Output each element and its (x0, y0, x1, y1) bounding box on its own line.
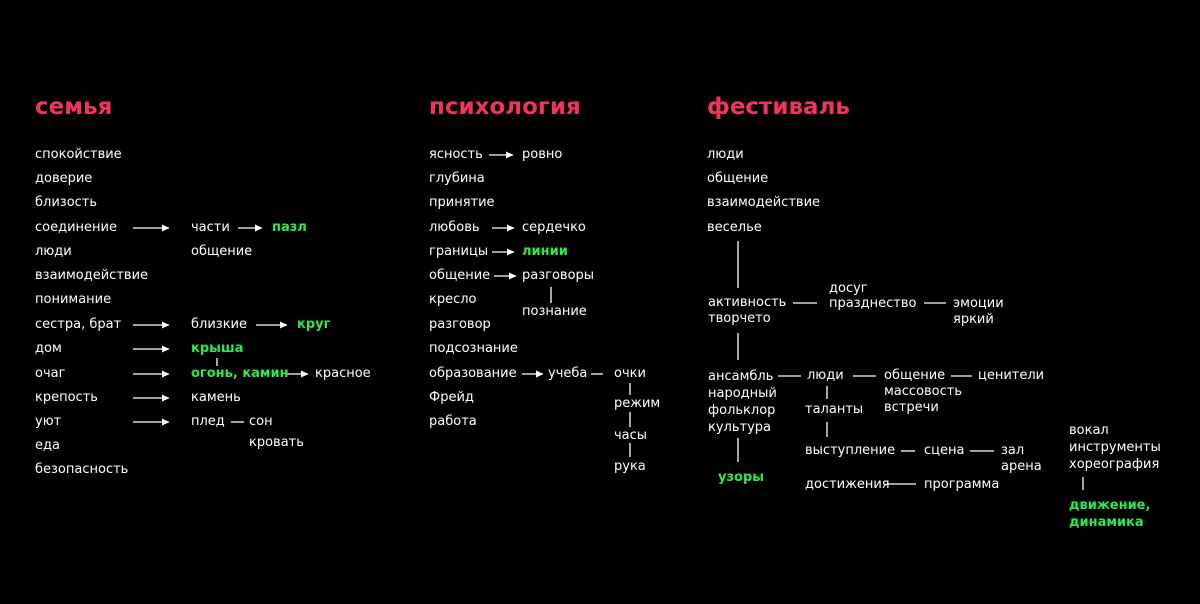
list-item: дом (35, 341, 62, 356)
node-communication: общение (191, 244, 253, 259)
node-sleep: сон (249, 414, 273, 429)
node-vocal: вокал инструменты хореография (1069, 423, 1161, 472)
node-leisure: досуг (829, 281, 868, 296)
node-even: ровно (522, 147, 563, 162)
list-item: работа (429, 414, 477, 429)
node-study: учеба (548, 366, 588, 381)
list-item: общение (429, 268, 491, 283)
list-item: принятие (429, 195, 495, 210)
list-item: образование (429, 366, 517, 381)
node-cognition: познание (522, 304, 587, 319)
node-ensemble: ансамбль народный фольклор культура (708, 369, 777, 435)
node-roof: крыша (191, 341, 244, 356)
psychology-heading: психология (429, 94, 581, 120)
node-people: люди (807, 368, 844, 383)
node-stone: камень (191, 390, 241, 405)
node-fire: огонь, камин (191, 366, 289, 381)
node-hall: зал арена (1001, 443, 1042, 474)
list-item: крепость (35, 390, 98, 405)
node-bed: кровать (249, 435, 304, 450)
list-item: соединение (35, 220, 117, 235)
list-item: люди (707, 147, 744, 162)
list-item: веселье (707, 220, 762, 235)
list-item: разговор (429, 317, 491, 332)
node-connoisseurs: ценители (978, 368, 1045, 383)
node-clock: часы (614, 428, 648, 443)
node-talks: разговоры (522, 268, 595, 283)
list-item: взаимодействие (35, 268, 149, 283)
node-talents: таланты (805, 402, 864, 417)
node-communication-block: общение массовость встречи (884, 368, 963, 415)
node-blanket: плед (191, 414, 225, 429)
node-activity: активность творчето (708, 295, 787, 326)
list-item: Фрейд (429, 390, 474, 405)
node-emotions: эмоции яркий (953, 296, 1004, 327)
node-celebration: празднество (829, 296, 917, 311)
node-movement: движение, динамика (1069, 498, 1151, 530)
node-stage: сцена (924, 443, 965, 458)
node-achievements: достижения (805, 477, 890, 492)
node-glasses: очки (614, 366, 646, 381)
list-item: очаг (35, 366, 66, 381)
node-program: программа (924, 477, 1000, 492)
node-hand: рука (614, 459, 646, 474)
list-item: общение (707, 171, 769, 186)
family-heading: семья (35, 94, 113, 120)
list-item: понимание (35, 292, 112, 307)
list-item: границы (429, 244, 489, 259)
node-close-ones: близкие (191, 317, 247, 332)
list-item: безопасность (35, 462, 129, 477)
node-lines: линии (522, 244, 568, 259)
node-puzzle: пазл (272, 220, 307, 235)
list-item: уют (35, 414, 62, 429)
node-patterns: узоры (718, 470, 765, 485)
list-item: взаимодействие (707, 195, 821, 210)
node-performance: выступление (805, 443, 896, 458)
list-item: доверие (35, 171, 93, 186)
node-parts: части (191, 220, 230, 235)
list-item: близость (35, 195, 98, 210)
list-item: люди (35, 244, 72, 259)
node-heart: сердечко (522, 220, 586, 235)
node-red: красное (315, 366, 371, 381)
list-item: ясность (429, 147, 483, 162)
node-regime: режим (614, 396, 661, 411)
list-item: сестра, брат (35, 317, 122, 332)
list-item: подсознание (429, 341, 518, 356)
list-item: спокойствие (35, 147, 122, 162)
list-item: любовь (429, 220, 480, 235)
list-item: глубина (429, 171, 485, 186)
node-circle: круг (297, 317, 331, 332)
list-item: кресло (429, 292, 477, 307)
list-item: еда (35, 438, 60, 453)
festival-heading: фестиваль (707, 94, 850, 120)
